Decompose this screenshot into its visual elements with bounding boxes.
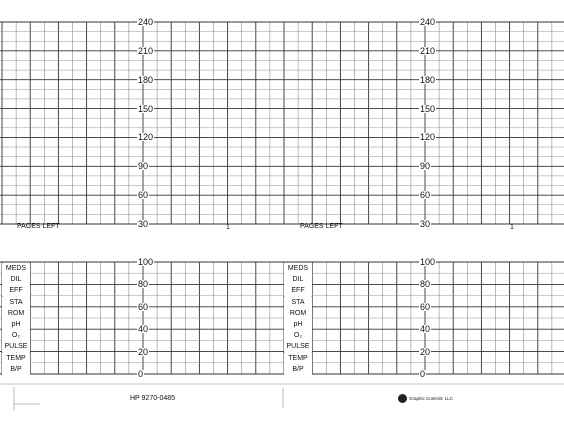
row-label: B/P [2,364,30,375]
page-number: 1 [510,224,514,231]
scale-label: 30 [420,219,431,229]
scale-label: 90 [138,161,149,172]
scale-label: 180 [420,74,436,85]
pages-left-label: PAGES LEFT [300,223,343,230]
page-number: 1 [226,224,230,231]
row-label: O₂ [2,330,30,341]
row-label: TEMP [284,353,312,364]
scale-label: 40 [138,324,149,335]
brand-suffix: LLC [444,396,454,401]
scale-label: 30 [138,219,149,229]
scale-label: 120 [420,132,436,143]
row-label: PULSE [2,341,30,352]
row-label: PULSE [284,341,312,352]
row-label: DIL [2,274,30,285]
scale-label: 0 [138,369,144,379]
row-label: O₂ [284,330,312,341]
row-label: pH [284,319,312,330]
pages-left-label: PAGES LEFT [17,223,60,230]
row-label: ROM [2,308,30,319]
row-label: pH [2,319,30,330]
scale-label: 60 [420,301,431,312]
scale-label: 210 [138,45,154,56]
row-label: ROM [284,308,312,319]
scale-label: 240 [138,17,154,27]
row-label: MEDS [284,263,312,274]
scale-label: 40 [420,324,431,335]
scale-label: 90 [420,161,431,172]
scale-label: 0 [420,369,426,379]
scale-label: 240 [420,17,436,27]
scale-label: 20 [420,346,431,357]
scale-label: 150 [420,103,436,114]
scale-label: 180 [138,74,154,85]
scale-label: 20 [138,346,149,357]
row-label: EFF [2,285,30,296]
row-label: DIL [284,274,312,285]
scale-label: 80 [420,279,431,290]
brand-logo-icon [398,394,407,403]
row-label: STA [2,297,30,308]
scale-label: 60 [138,190,149,201]
scale-label: 210 [420,45,436,56]
scale-label: 100 [138,257,154,267]
scale-label: 60 [138,301,149,312]
row-label: MEDS [2,263,30,274]
scale-label: 100 [420,257,436,267]
row-label: STA [284,297,312,308]
row-label: B/P [284,364,312,375]
row-label: TEMP [2,353,30,364]
scale-label: 60 [420,190,431,201]
scale-label: 150 [138,103,154,114]
brand-logo [398,394,453,403]
brand-name: Graphic Controls [409,396,443,401]
row-label: EFF [284,285,312,296]
scale-label: 80 [138,279,149,290]
chart-model-number: HP 9270-0485 [130,395,176,402]
scale-label: 120 [138,132,154,143]
